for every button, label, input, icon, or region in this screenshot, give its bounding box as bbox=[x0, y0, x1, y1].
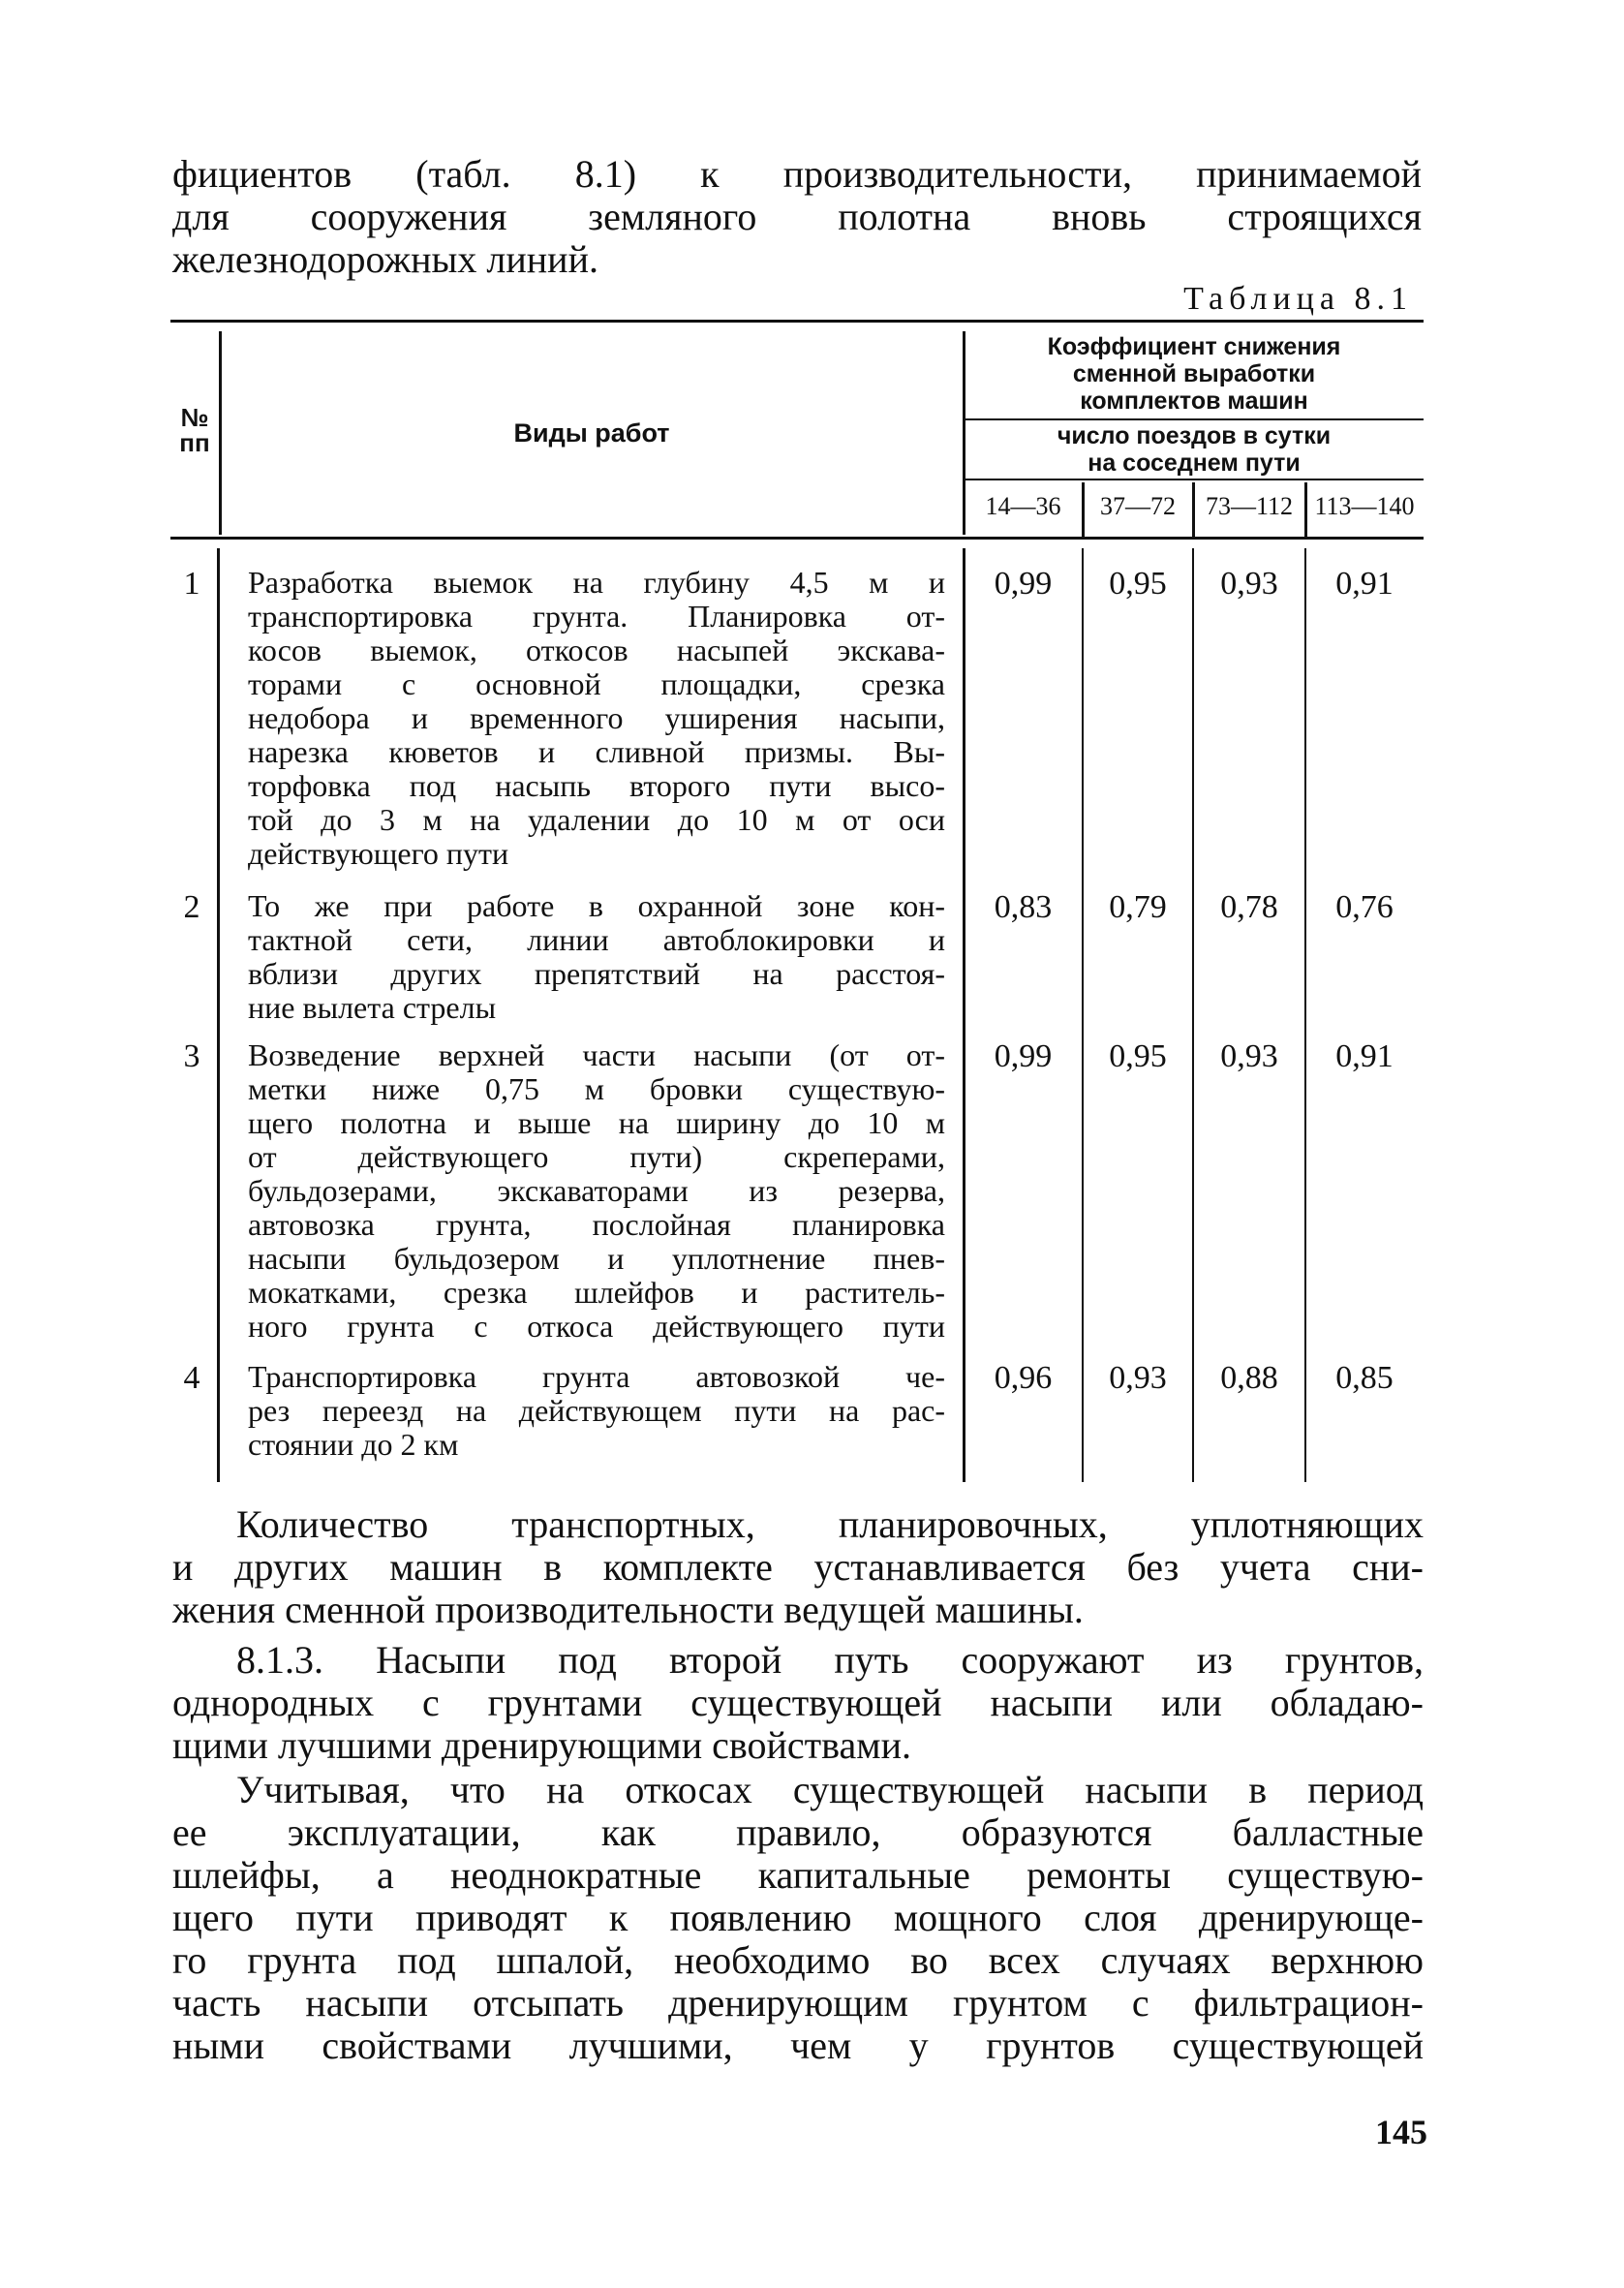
row-text-line: Возведение верхней части насыпи (от от- bbox=[248, 1037, 945, 1072]
row-text-line: насыпи бульдозером и уплотнение пнев- bbox=[248, 1241, 945, 1276]
table-header-rule bbox=[170, 537, 1424, 540]
header-coefficient-line: Коэффициент снижения bbox=[1047, 333, 1341, 360]
header-divider-coeff bbox=[965, 418, 1424, 420]
header-trains bbox=[965, 422, 1424, 477]
row-description bbox=[248, 566, 945, 871]
row-text-line: стоянии до 2 км bbox=[248, 1427, 459, 1462]
row-number: 4 bbox=[183, 1360, 200, 1396]
row-text-line: косов выемок, откосов насыпей экскава- bbox=[248, 633, 945, 667]
text-line: щими лучшими дренирующими свойствами. bbox=[172, 1723, 911, 1767]
header-number-abbr: пп bbox=[179, 428, 210, 457]
row-text-line: мокатками, срезка шлейфов и раститель- bbox=[248, 1275, 945, 1310]
header-coefficient bbox=[965, 333, 1424, 415]
text-line: ными свойствами лучшими, чем у грунтов существующей bbox=[172, 2024, 1424, 2067]
row-value: 0,93 bbox=[1109, 1360, 1167, 1396]
header-number bbox=[170, 405, 219, 455]
row-value: 0,95 bbox=[1109, 566, 1167, 602]
text-line: часть насыпи отсыпать дренирующим грунтом с фильтрацион- bbox=[172, 1981, 1424, 2025]
row-value: 0,76 bbox=[1335, 889, 1394, 925]
body-col-divider bbox=[1192, 548, 1194, 1482]
text-line: Количество транспортных, планировочных, уплотняющих bbox=[236, 1502, 1424, 1546]
row-description bbox=[248, 889, 945, 1025]
row-text-line: торфовка под насыпь второго пути высо- bbox=[248, 768, 945, 803]
text-line: однородных с грунтами существующей насыпи или обладаю- bbox=[172, 1681, 1424, 1724]
table-caption: Таблица 8.1 bbox=[1183, 281, 1413, 317]
row-number: 1 bbox=[183, 566, 200, 602]
row-text-line: недобора и временного уширения насыпи, bbox=[248, 700, 945, 735]
body-col-divider bbox=[963, 548, 965, 1482]
row-text-line: нарезка кюветов и сливной призмы. Вы- bbox=[248, 734, 945, 769]
header-trains-line: число поездов в сутки bbox=[1057, 422, 1332, 449]
row-value: 0,91 bbox=[1335, 566, 1394, 602]
row-text-line: Разработка выемок на глубину 4,5 м и bbox=[248, 565, 945, 600]
row-text-line: метки ниже 0,75 м бровки существую- bbox=[248, 1071, 945, 1106]
row-value: 0,91 bbox=[1335, 1038, 1394, 1074]
row-value: 0,85 bbox=[1335, 1360, 1394, 1396]
header-coefficient-line: сменной выработки bbox=[1072, 360, 1316, 387]
row-text-line: автовозка грунта, послойная планировка bbox=[248, 1207, 945, 1242]
header-trains-line: на соседнем пути bbox=[1088, 449, 1301, 477]
row-text-line: То же при работе в охранной зоне кон- bbox=[248, 888, 945, 923]
row-text-line: вблизи других препятствий на расстоя- bbox=[248, 956, 945, 991]
row-value: 0,99 bbox=[994, 1038, 1053, 1074]
row-value: 0,88 bbox=[1220, 1360, 1278, 1396]
row-text-line: торами с основной площадки, срезка bbox=[248, 666, 945, 701]
row-text-line: той до 3 м на удалении до 10 м от оси bbox=[248, 802, 945, 837]
row-description bbox=[248, 1038, 945, 1344]
header-range: 14—36 bbox=[985, 492, 1061, 520]
text-line: для сооружения земляного полотна вновь строящихся bbox=[172, 195, 1422, 238]
row-text-line: транспортировка грунта. Планировка от- bbox=[248, 599, 945, 634]
header-coefficient-line: комплектов машин bbox=[1080, 387, 1308, 415]
text-line: Учитывая, что на откосах существующей насыпи в период bbox=[236, 1768, 1424, 1811]
row-text-line: ного грунта с откоса действующего пути bbox=[248, 1309, 945, 1344]
row-value: 0,78 bbox=[1220, 889, 1278, 925]
row-value: 0,83 bbox=[994, 889, 1053, 925]
row-description bbox=[248, 1360, 945, 1462]
text-line: жения сменной производительности ведущей машины. bbox=[172, 1588, 1084, 1631]
header-work-types: Виды работ bbox=[513, 418, 670, 448]
body-paragraph bbox=[172, 1503, 1424, 1631]
row-text-line: бульдозерами, экскаваторами из резерва, bbox=[248, 1173, 945, 1208]
text-line: и других машин в комплекте устанавливается без учета сни- bbox=[172, 1545, 1424, 1589]
row-number: 2 bbox=[183, 889, 200, 925]
body-col-divider bbox=[217, 548, 220, 1482]
row-value: 0,79 bbox=[1109, 889, 1167, 925]
body-paragraph bbox=[172, 1769, 1424, 2067]
row-text-line: рез переезд на действующем пути на рас- bbox=[248, 1393, 945, 1428]
text-line: ее эксплуатации, как правило, образуются балластные bbox=[172, 1810, 1424, 1854]
text-line: щего пути приводят к появлению мощного слоя дренирующе- bbox=[172, 1896, 1424, 1939]
row-text-line: тактной сети, линии автоблокировки и bbox=[248, 922, 945, 957]
body-col-divider bbox=[1082, 548, 1084, 1482]
row-value: 0,93 bbox=[1220, 566, 1278, 602]
text-line: железнодорожных линий. bbox=[172, 237, 598, 281]
header-range: 37—72 bbox=[1100, 492, 1176, 520]
page-number: 145 bbox=[1375, 2113, 1427, 2151]
text-line: 8.1.3. Насыпи под второй путь сооружают из грунтов, bbox=[236, 1638, 1424, 1682]
row-value: 0,93 bbox=[1220, 1038, 1278, 1074]
row-value: 0,99 bbox=[994, 566, 1053, 602]
text-line: го грунта под шпалой, необходимо во всех случаях верхнюю bbox=[172, 1938, 1424, 1982]
header-number-sign: № bbox=[180, 403, 209, 432]
intro-paragraph bbox=[172, 153, 1422, 281]
text-line: шлейфы, а неоднократные капитальные ремонты существую- bbox=[172, 1853, 1424, 1897]
row-text-line: Транспортировка грунта автовозкой че- bbox=[248, 1359, 945, 1394]
row-text-line: действующего пути bbox=[248, 836, 509, 871]
body-paragraph bbox=[172, 1639, 1424, 1767]
text-line: фициентов (табл. 8.1) к производительности, принимаемой bbox=[172, 152, 1422, 196]
row-value: 0,95 bbox=[1109, 1038, 1167, 1074]
row-value: 0,96 bbox=[994, 1360, 1053, 1396]
row-text-line: ние вылета стрелы bbox=[248, 990, 497, 1025]
table-top-rule bbox=[170, 320, 1424, 323]
row-number: 3 bbox=[183, 1038, 200, 1074]
header-range: 113—140 bbox=[1314, 492, 1415, 520]
header-divider-trains bbox=[965, 479, 1424, 480]
row-text-line: от действующего пути) скреперами, bbox=[248, 1139, 945, 1174]
body-col-divider bbox=[1304, 548, 1306, 1482]
row-text-line: щего полотна и выше на ширину до 10 м bbox=[248, 1105, 945, 1140]
header-range: 73—112 bbox=[1205, 492, 1294, 520]
